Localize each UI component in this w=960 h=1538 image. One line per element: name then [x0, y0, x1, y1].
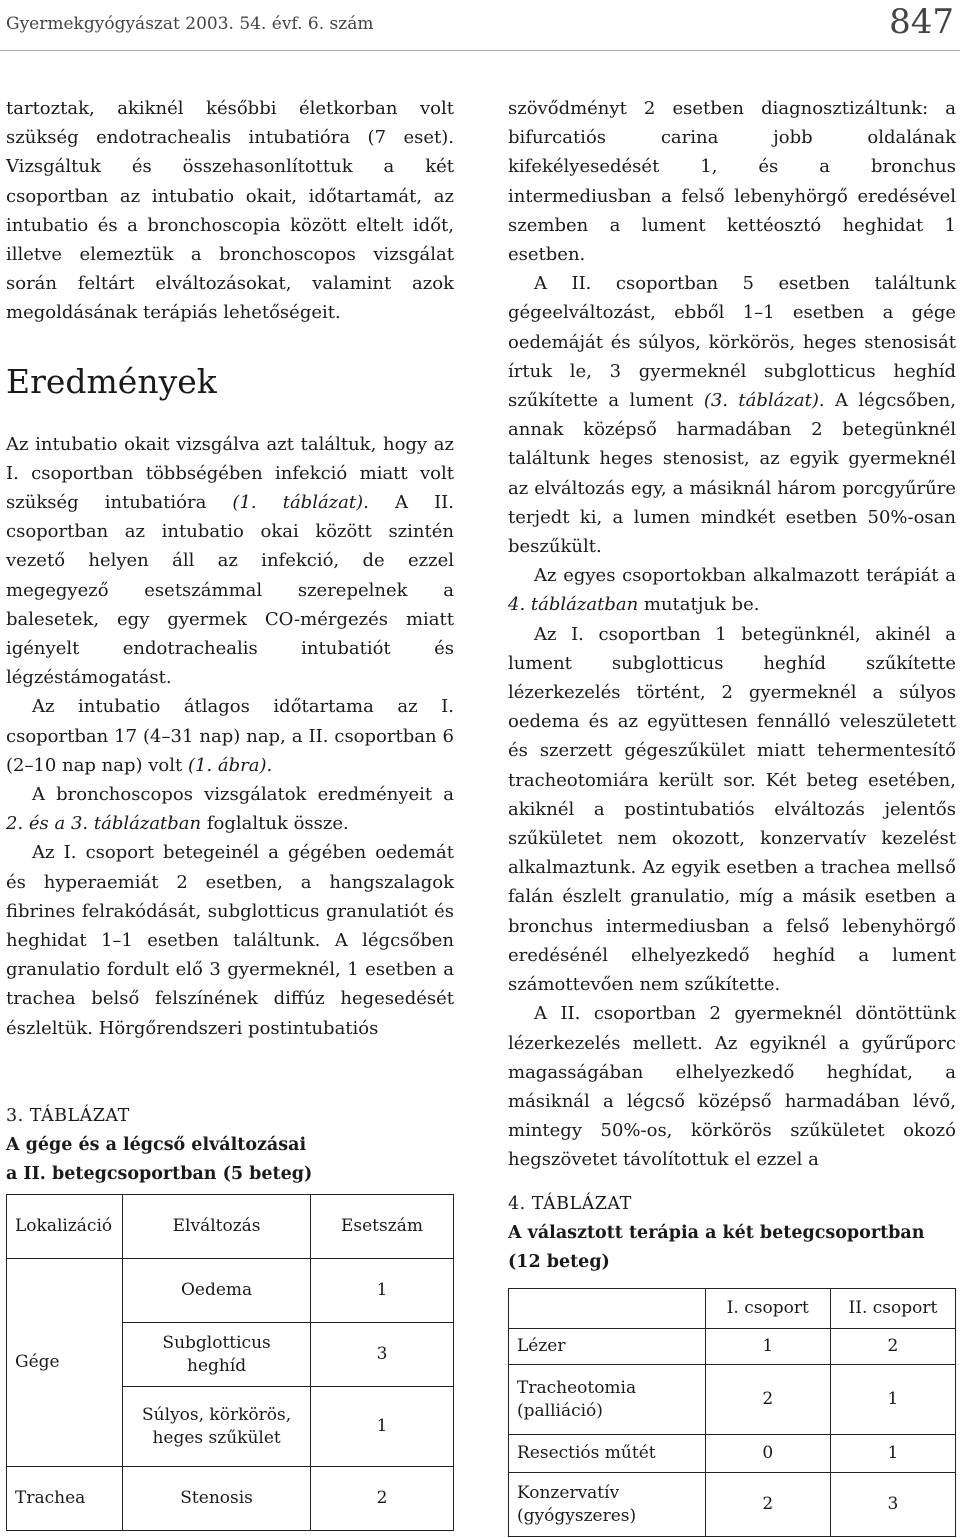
table3-title-line2: a II. betegcsoportban (5 beteg) [6, 1164, 313, 1184]
table-reference: (1. táblázat). [232, 492, 369, 514]
table-header-row [509, 1289, 956, 1329]
text-span: A légcsőben, annak középső harmadában 2 betegünknél találtunk heges stenosist, az egyik gyermeknél az elváltozás egy, a másiknál három porcgyűrűre terjedt ki, a lumen mindkét esetben 50%-osan beszűkült. [508, 390, 956, 558]
table-row [509, 1365, 956, 1435]
table-cell: 2 [705, 1365, 830, 1435]
table-row [7, 1467, 454, 1531]
results-paragraph-3 [6, 780, 454, 838]
table-cell: 0 [705, 1435, 830, 1473]
table4-title-line1: A választott terápia a két betegcsoportban [508, 1223, 925, 1243]
table-header-cell: Lokalizáció [7, 1195, 123, 1259]
results-paragraph-1 [6, 430, 454, 693]
table-header-cell: Esetszám [310, 1195, 453, 1259]
table-cell: 3 [310, 1323, 453, 1387]
table-header-cell: Elváltozás [123, 1195, 311, 1259]
table3 [6, 1194, 454, 1531]
right-paragraph-4: Az I. csoportban 1 betegünknél, akinél a lument subglotticus heghíd szűkítette lézerkezelés történt, 2 gyermeknél a súlyos oedema és az együttesen fennálló veleszületett és szerzett gégeszűkület miatt tehermentesítő tracheotomiára került sor. Két beteg esetében, akiknél a postintubatiós elváltozás jelentős szűkületet nem okozott, konzervatív kezelést alkalmaztunk. Az egyik esetben a trachea mellső falán észlelt granulatio, míg a másik esetben a bronchus intermediusban a felső lebenyhörgő eredésénél elhelyezkedő heghíd a lument számottevően nem szűkítette. [508, 623, 956, 996]
table-row [509, 1473, 956, 1537]
right-paragraph-3 [508, 561, 956, 619]
right-paragraph-1: szövődményt 2 esetben diagnosztizáltunk: a bifurcatiós carina jobb oldalának kifekélyesedését 1, és a bronchus intermediusban a felső lebenyhörgő eredésével szemben a lument kettéosztó heghidat 1 esetben. [508, 98, 956, 266]
table-cell-therapy: Tracheotomia (palliáció) [509, 1365, 706, 1435]
table-cell: 1 [830, 1365, 955, 1435]
table-cell-location: Trachea [7, 1467, 123, 1531]
table-cell: 1 [310, 1259, 453, 1323]
text-span: A bronchoscopos vizsgálatok eredményeit a [32, 784, 454, 806]
section-heading-results: Eredmények [6, 361, 217, 401]
table-cell: 2 [830, 1329, 955, 1365]
right-paragraph-2 [508, 269, 956, 561]
results-paragraph-2 [6, 692, 454, 780]
table3-number: 3. TÁBLÁZAT [6, 1106, 130, 1126]
table3-caption [6, 1102, 454, 1189]
table-cell: 3 [830, 1473, 955, 1537]
results-paragraph-4: Az I. csoport betegeinél a gégében oedemát és hyperaemiát 2 esetben, a hangszalagok fibrines felrakódását, subglotticus granulatiót és heghidat 1–1 esetben találtunk. A légcsőben granulatio fordult elő 3 gyermeknél, 1 esetben a trachea belső felszínének diffúz hegesedését észleltük. Hörgőrendszeri postintubatiós [6, 842, 454, 1039]
left-column [6, 94, 454, 1043]
table-cell-therapy: Konzervatív (gyógyszeres) [509, 1473, 706, 1537]
table4-title-line2: (12 beteg) [508, 1252, 610, 1272]
table-reference: (3. táblázat). [703, 390, 825, 412]
figure-reference: (1. ábra). [187, 754, 273, 776]
text-span: mutatjuk be. [638, 594, 760, 616]
text-span: Az intubatio átlagos időtartama az I. csoportban 17 (4–31 nap) nap, a II. csoportban 6 (2–10 nap nap) volt [6, 696, 454, 776]
table-cell: 1 [705, 1329, 830, 1365]
header-divider [0, 50, 960, 51]
table4-number: 4. TÁBLÁZAT [508, 1194, 632, 1214]
table-cell-therapy: Resectiós műtét [509, 1435, 706, 1473]
text-span: A II. csoportban az intubatio okai között szintén vezető helyen áll az infekció, de ezzel megegyező esetszámmal szerepelnek a balesetek, egy gyermek CO-mérgezés miatt igényelt endotrachealis intubatiót és légzéstámogatást. [6, 492, 455, 689]
table-row [509, 1329, 956, 1365]
table-cell: Stenosis [123, 1467, 311, 1531]
table-header-cell: I. csoport [705, 1289, 830, 1329]
table-header-cell [509, 1289, 706, 1329]
text-span: Az egyes csoportokban alkalmazott terápiát a [534, 565, 956, 587]
table-cell: 1 [310, 1387, 453, 1467]
table-cell: Oedema [123, 1259, 311, 1323]
table3-title-line1: A gége és a légcső elváltozásai [6, 1135, 307, 1155]
table-row [509, 1435, 956, 1473]
table-cell: 2 [705, 1473, 830, 1537]
table-cell-location: Gége [7, 1259, 123, 1467]
table-cell-therapy: Lézer [509, 1329, 706, 1365]
right-column [508, 94, 956, 1175]
intro-paragraph: tartoztak, akiknél későbbi életkorban volt szükség endotrachealis intubatióra (7 eset). Vizsgáltuk és összehasonlítottuk a két csoportban az intubatio okait, időtartamát, az intubatio és a bronchoscopia között eltelt időt, illetve elemeztük a bronchoscopos vizsgálat során feltárt elváltozásokat, valamint azok megoldásának terápiás lehetőségeit. [6, 98, 454, 324]
table4 [508, 1288, 956, 1537]
text-span: foglaltuk össze. [201, 813, 349, 835]
text-span: Az intubatio okait vizsgálva azt találtuk, hogy az I. csoportban többségében infekció miatt volt szükség intubatióra [6, 433, 454, 514]
table-cell: 2 [310, 1467, 453, 1531]
table-cell: Súlyos, körkörös, heges szűkület [123, 1387, 311, 1467]
right-paragraph-5: A II. csoportban 2 gyermeknél döntöttünk lézerkezelés mellett. Az egyiknél a gyűrűporc magasságában elhelyezkedő heghídat, a másiknál a légcső középső harmadában lévő, mintegy 50%-os, körkörös szűkületet okozó hegszövetet távolítottuk el ezzel a [508, 1003, 956, 1171]
table-cell: Subglotticus heghíd [123, 1323, 311, 1387]
table-header-row [7, 1195, 454, 1259]
table-reference: 2. és a 3. táblázatban [6, 813, 202, 835]
table-cell: 1 [830, 1435, 955, 1473]
table-header-cell: II. csoport [830, 1289, 955, 1329]
table4-caption [508, 1190, 956, 1277]
page-number: 847 [889, 2, 954, 42]
text-span: A II. csoportban 5 esetben találtunk gégeelváltozást, ebből 1–1 esetben a gége oedemáját és súlyos, körkörös, heges stenosisát írtuk le, 3 gyermeknél subglotticus heghíd szűkítette a lument [508, 273, 956, 412]
journal-header: Gyermekgyógyászat 2003. 54. évf. 6. szám [6, 14, 374, 34]
table-reference: 4. táblázatban [508, 594, 639, 616]
table-row [7, 1259, 454, 1323]
